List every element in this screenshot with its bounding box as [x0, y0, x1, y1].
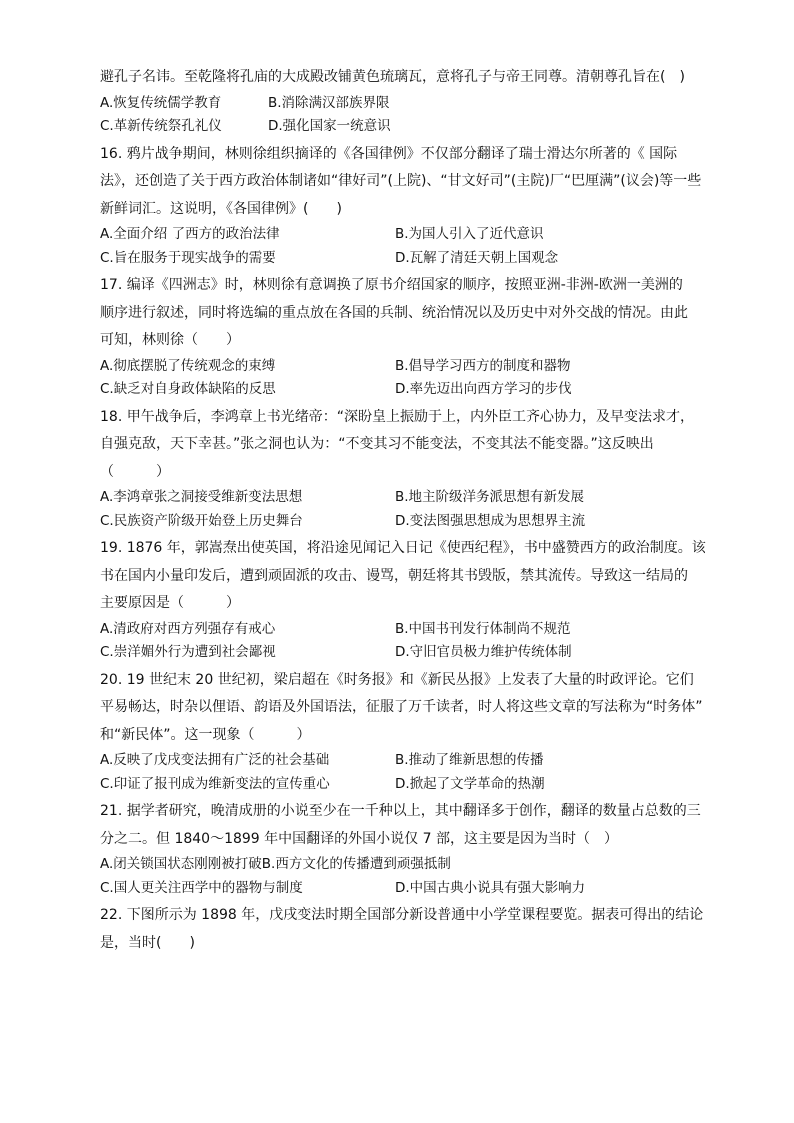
question-21-option-d[interactable]: D.中国古典小说具有强大影响力: [395, 879, 586, 896]
question-19-option-a[interactable]: A.清政府对西方列强存有戒心: [100, 620, 276, 637]
question-19-stem-line-2: 书在国内小量印发后，遭到顽固派的攻击、谩骂，朝廷将其书毁版，禁其流传。导致这一结局的: [100, 567, 688, 584]
question-18-option-d[interactable]: D.变法图强思想成为思想界主流: [395, 512, 586, 529]
question-21: [100, 798, 700, 900]
question-15-options-row-2: [100, 115, 700, 139]
question-20-stem-line-1: 20. 19 世纪末 20 世纪初，梁启超在《时务报》和《新民丛报》上发表了大量的时政评论。它们: [100, 671, 694, 688]
question-15-option-b[interactable]: B.消除满汉部族界限: [268, 94, 390, 111]
question-16-options-row-2: [100, 247, 700, 271]
question-17-options-row-1: [100, 355, 700, 379]
question-15: [100, 64, 700, 139]
question-15-option-a[interactable]: A.恢复传统儒学教育: [100, 94, 222, 111]
question-16-option-d[interactable]: D.瓦解了清廷天朝上国观念: [395, 249, 559, 266]
question-15-options-row-1: [100, 92, 700, 116]
question-21-option-a-b[interactable]: A.闭关锁国状态刚刚被打破B.西方文化的传播遭到顽强抵制: [100, 856, 451, 872]
question-17: [100, 272, 700, 402]
question-19-option-d[interactable]: D.守旧官员极力维护传统体制: [395, 644, 572, 660]
question-18-option-a[interactable]: A.李鸿章张之洞接受维新变法思想: [100, 489, 303, 505]
question-18-option-c[interactable]: C.民族资产阶级开始登上历史舞台: [100, 512, 303, 529]
question-21-stem-line-1: 21. 据学者研究，晚清成册的小说至少在一千种以上，其中翻译多于创作，翻译的数量占总数的三: [100, 803, 701, 819]
question-21-option-c[interactable]: C.国人更关注西学中的器物与制度: [100, 879, 303, 896]
exam-page: [100, 62, 706, 957]
question-19-options-row-2: [100, 641, 700, 665]
question-20-options-row-2: [100, 773, 700, 797]
question-18-option-b[interactable]: B.地主阶级洋务派思想有新发展: [395, 489, 585, 505]
question-21-stem-line-2: 分之二。但 1840～1899 年中国翻译的外国小说仅 7 部，这主要是因为当时（ ）: [100, 830, 618, 847]
question-22-stem-line-2: 是，当时( ): [100, 934, 195, 951]
question-19-stem-line-3: 主要原因是（ ）: [100, 595, 240, 611]
question-17-option-d[interactable]: D.率先迈出向西方学习的步伐: [395, 381, 572, 397]
question-16-stem-line-2: 法》，还创造了关于西方政治体制诸如“律好司”(上院)、“甘文好司”(主院)厂“巴厘满”(议会)等一些: [100, 173, 702, 189]
question-17-option-c[interactable]: C.缺乏对自身政体缺陷的反思: [100, 381, 276, 397]
question-21-options-row-2: [100, 877, 700, 901]
question-20-stem-line-2: 平易畅达，时杂以俚语、韵语及外国语法，征服了万千读者，时人将这些文章的写法称为“时务体”: [100, 699, 703, 715]
question-16: [100, 141, 700, 271]
question-19-option-c[interactable]: C.崇洋媚外行为遭到社会鄙视: [100, 644, 276, 660]
question-20-stem-line-3: 和“新民体”。这一现象（ ）: [100, 726, 311, 743]
question-18-stem-line-2: 自强克敌，天下幸甚。”张之洞也认为：“不变其习不能变法，不变其法不能变器。”这反映出: [100, 436, 654, 452]
question-17-options-row-2: [100, 378, 700, 402]
question-20-options-row-1: [100, 749, 700, 773]
question-15-option-d[interactable]: D.强化国家一统意识: [268, 118, 391, 134]
question-19-options-row-1: [100, 618, 700, 642]
question-16-option-a[interactable]: A.全面介绍 了西方的政治法律: [100, 226, 280, 242]
question-15-stem: 避孔子名讳。至乾隆将孔庙的大成殿改铺黄色琉璃瓦，意将孔子与帝王同尊。清朝尊孔旨在( ): [100, 69, 685, 85]
question-15-option-c[interactable]: C.革新传统祭孔礼仪: [100, 118, 222, 134]
question-17-option-a[interactable]: A.彻底摆脱了传统观念的束缚: [100, 357, 276, 374]
question-19-stem-line-1: 19. 1876 年，郭嵩焘出使英国，将沿途见闻记入日记《使西纪程》，书中盛赞西方的政治制度。该: [100, 540, 706, 556]
question-18: [100, 404, 700, 534]
question-16-stem-line-1: 16. 鸦片战争期间，林则徐组织摘译的《各国律例》不仅部分翻译了瑞士滑达尔所著的《 国际: [100, 145, 678, 162]
question-20-option-c[interactable]: C.印证了报刊成为维新变法的宣传重心: [100, 775, 330, 792]
question-16-option-c[interactable]: C.旨在服务于现实战争的需要: [100, 249, 276, 266]
question-20-option-a[interactable]: A.反映了戊戌变法拥有广泛的社会基础: [100, 752, 330, 768]
question-18-options-row-1: [100, 486, 700, 510]
question-18-stem-line-1: 18. 甲午战争后，李鸿章上书光绪帝：“深盼皇上振励于上，内外臣工齐心协力，及早变法求才，: [100, 408, 694, 425]
question-17-stem-line-1: 17. 编译《四洲志》时，林则徐有意调换了原书介绍国家的顺序，按照亚洲-非洲-欧洲一美洲的: [100, 277, 683, 293]
question-16-stem-line-3: 新鲜词汇。这说明，《各国律例》( ): [100, 200, 342, 217]
question-16-option-b[interactable]: B.为国人引入了近代意识: [395, 226, 544, 242]
question-18-stem-line-3: （ ）: [100, 463, 170, 480]
question-20-option-b[interactable]: B.推动了维新思想的传播: [395, 752, 544, 768]
question-20: [100, 667, 703, 797]
question-17-option-b[interactable]: B.倡导学习西方的制度和器物: [395, 357, 571, 374]
question-22: [100, 902, 704, 957]
question-22-stem-line-1: 22. 下图所示为 1898 年，戊戌变法时期全国部分新设普通中小学堂课程要览。据表可得出的结论: [100, 907, 704, 923]
question-19-option-b[interactable]: B.中国书刊发行体制尚不规范: [395, 620, 571, 637]
question-19: [100, 535, 706, 665]
question-18-options-row-2: [100, 510, 700, 534]
question-20-option-d[interactable]: D.掀起了文学革命的热潮: [395, 775, 545, 792]
question-17-stem-line-3: 可知，林则徐（ ）: [100, 332, 240, 348]
question-17-stem-line-2: 顺序进行叙述，同时将选编的重点放在各国的兵制、统治情况以及历史中对外交战的情况。由此: [100, 304, 688, 321]
question-16-options-row-1: [100, 223, 700, 247]
